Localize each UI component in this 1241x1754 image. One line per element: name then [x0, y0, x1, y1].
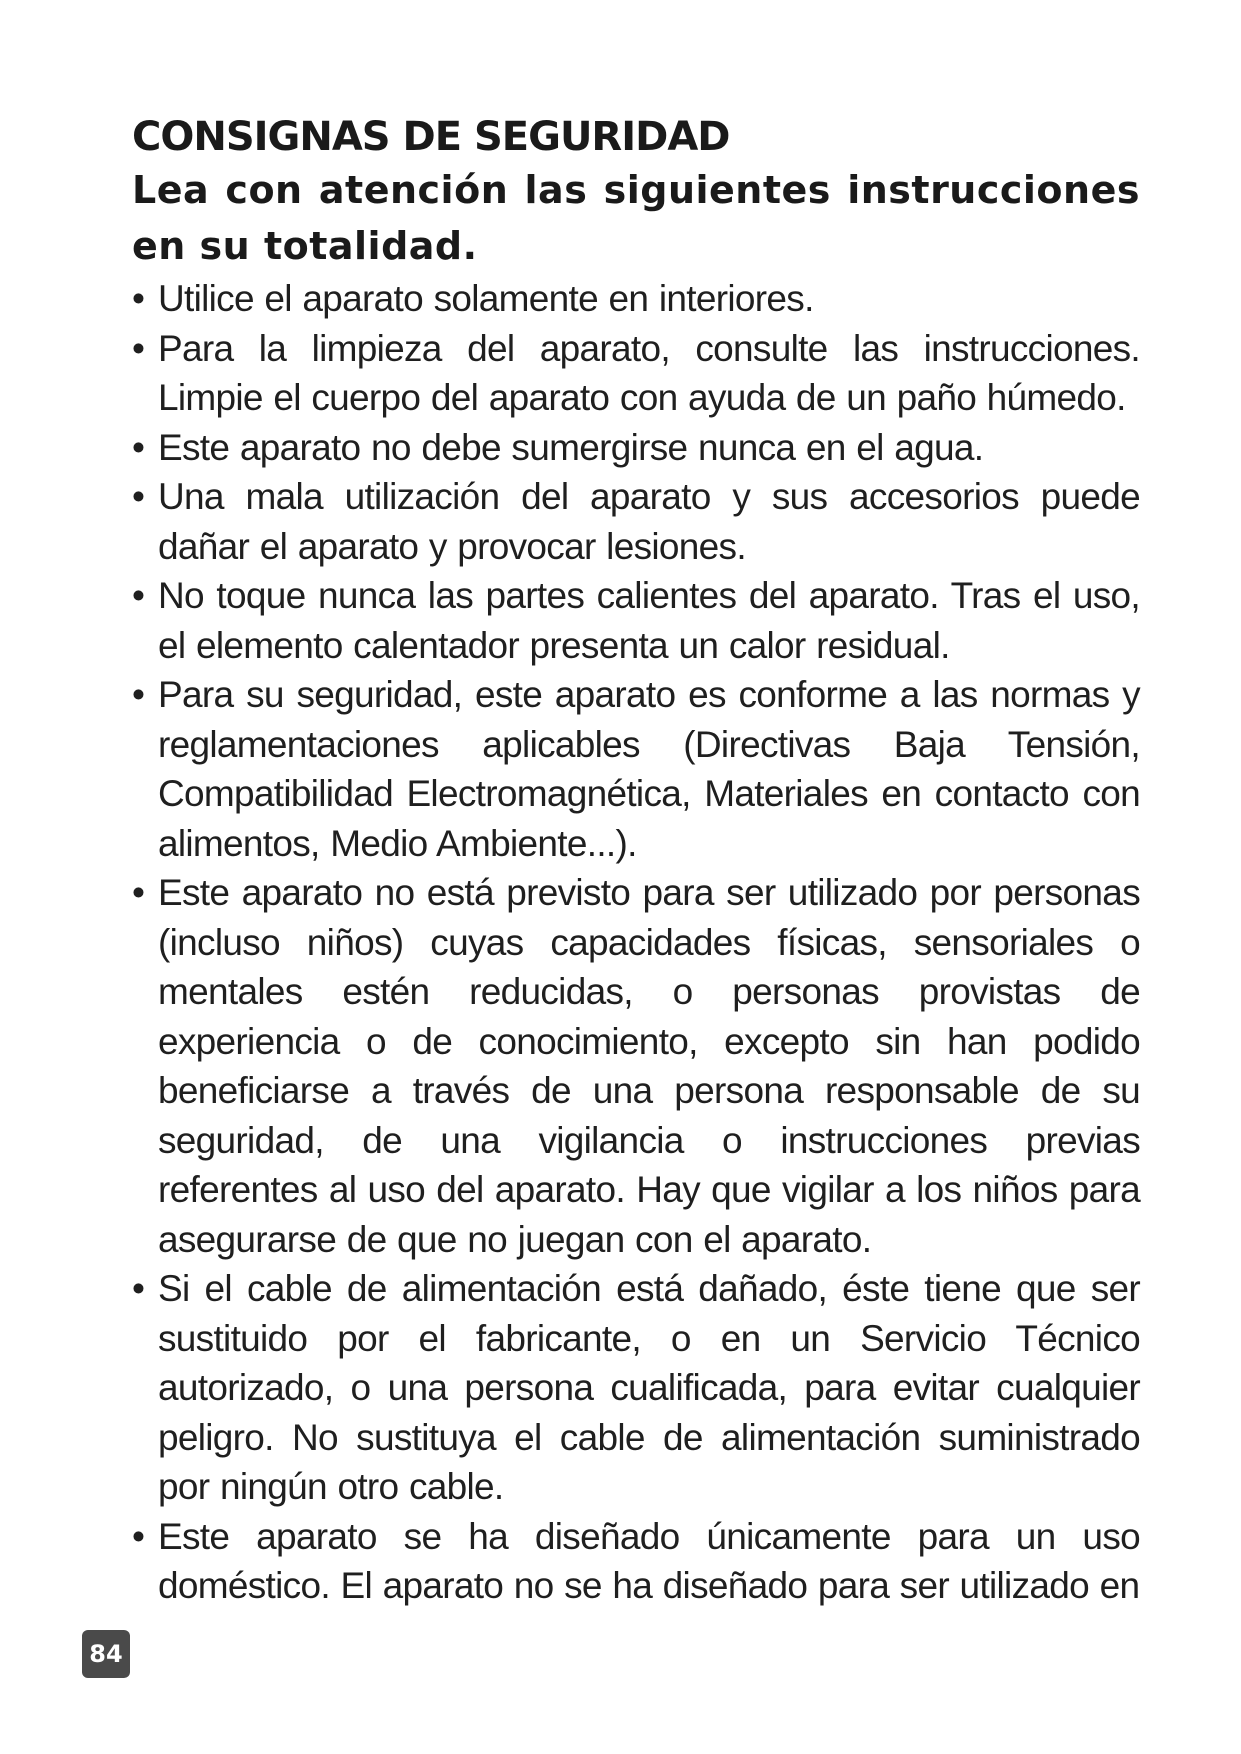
list-item	[132, 1264, 1140, 1512]
list-item-text: Este aparato se ha diseñado únicamente para un uso doméstico. El aparato no se ha diseñado para ser utilizado en	[158, 1515, 1140, 1606]
list-item-text: Para la limpieza del aparato, consulte las instrucciones. Limpie el cuerpo del aparato con ayuda de un paño húmedo.	[158, 327, 1140, 418]
list-item	[132, 1512, 1140, 1611]
bullet-icon: •	[132, 327, 145, 369]
list-item-text: No toque nunca las partes calientes del aparato. Tras el uso, el elemento calentador presenta un calor residual.	[158, 575, 1140, 666]
list-item	[132, 670, 1140, 868]
list-item-text: Este aparato no debe sumergirse nunca en el agua.	[158, 426, 984, 468]
list-item	[132, 324, 1140, 423]
page-subtitle: Lea con atención las siguientes instrucciones en su totalidad.	[132, 168, 1140, 268]
bullet-icon: •	[132, 575, 145, 616]
bullet-icon: •	[132, 674, 145, 715]
bullet-icon: •	[132, 278, 145, 319]
list-item-text: Este aparato no está previsto para ser utilizado por personas (incluso niños) cuyas capacidades físicas, sensoriales o mentales estén reducidas, o personas provistas de experiencia o de conocimiento, excepto sin han podido beneficiarse a través de una persona responsable de su seguridad, de una vigilancia o instrucciones previas referentes al uso del aparato. Hay que vigilar a los niños para asegurarse de que no juegan con el aparato.	[158, 872, 1140, 1260]
list-item	[132, 472, 1140, 571]
list-item	[132, 423, 1140, 473]
bullet-icon: •	[132, 476, 145, 517]
list-item-text: Si el cable de alimentación está dañado, éste tiene que ser sustituido por el fabricante, o en un Servicio Técnico autorizado, o una persona cualificada, para evitar cualquier peligro. No sustituya el cable de alimentación suministrado por ningún otro cable.	[158, 1268, 1140, 1507]
bullet-icon: •	[132, 426, 145, 468]
list-item-text: Una mala utilización del aparato y sus accesorios puede dañar el aparato y provocar lesiones.	[158, 476, 1140, 567]
list-item	[132, 274, 1140, 324]
page-title: CONSIGNAS DE SEGURIDAD	[132, 114, 730, 160]
list-item	[132, 868, 1140, 1264]
list-item-text: Utilice el aparato solamente en interiores.	[158, 278, 814, 319]
safety-instructions-list	[132, 274, 1140, 1611]
bullet-icon: •	[132, 872, 145, 913]
list-item-text: Para su seguridad, este aparato es conforme a las normas y reglamentaciones aplicables (Directivas Baja Tensión, Compatibilidad Electromagnética, Materiales en contacto con alimentos, Medio Ambiente...).	[158, 674, 1140, 864]
bullet-icon: •	[132, 1515, 145, 1557]
bullet-icon: •	[132, 1268, 145, 1309]
list-item	[132, 571, 1140, 670]
safety-content	[132, 112, 1140, 1611]
page-number-badge: 84	[82, 1630, 130, 1678]
